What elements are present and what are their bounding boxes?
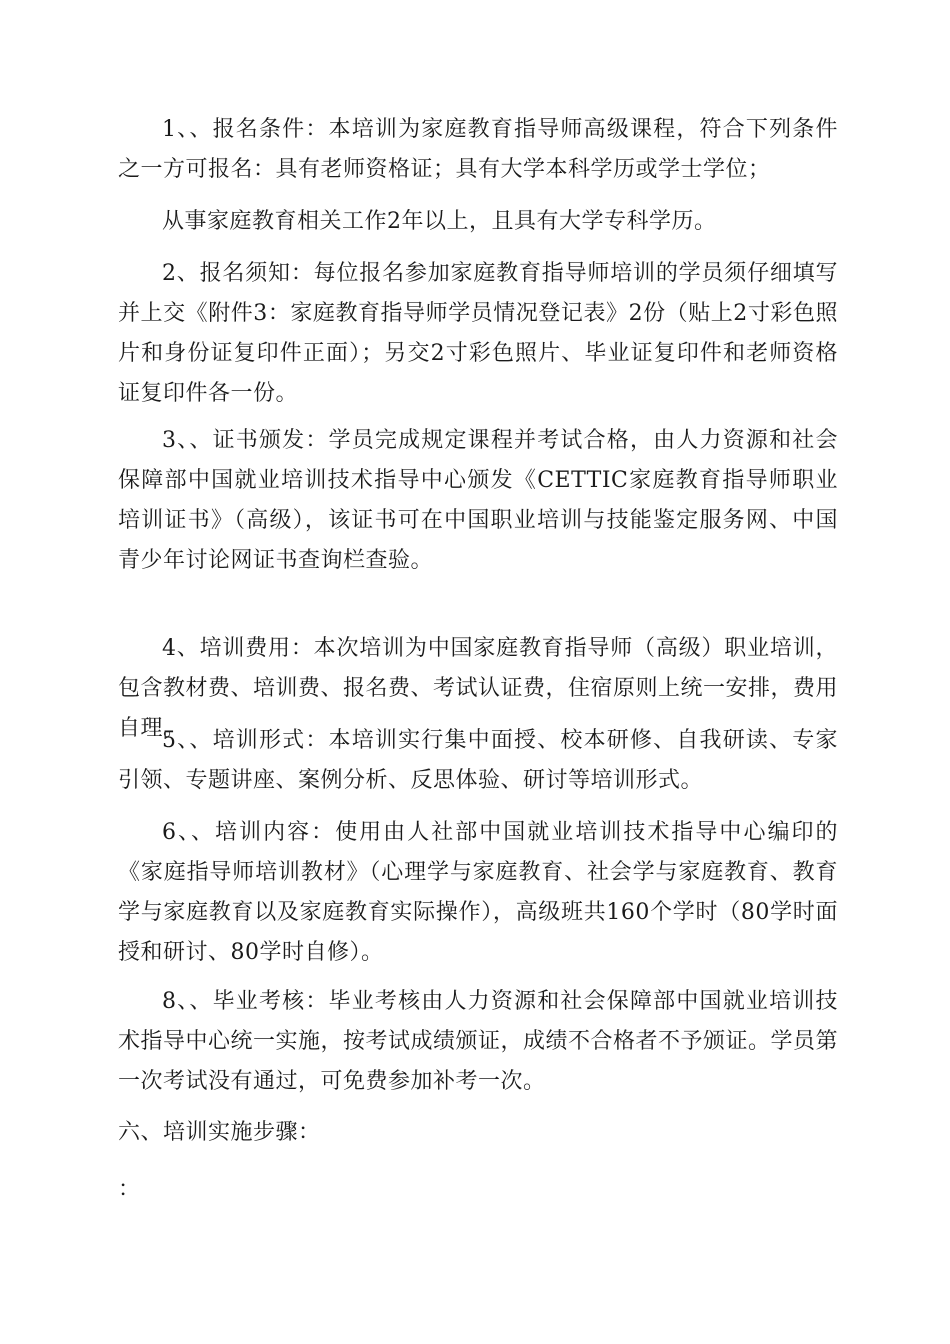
paragraph-training-fees: 4、培训费用：本次培训为中国家庭教育指导师（高级）职业培训，包含教材费、培训费、报名费、考试认证费，住宿原则上统一安排，费用自理。 xyxy=(118,636,839,741)
paragraph-colon: ： xyxy=(118,1177,141,1202)
paragraph-training-content: 6、、培训内容：使用由人社部中国就业培训技术指导中心编印的《家庭指导师培训教材》（心理学与家庭教育、社会学与家庭教育、教育学与家庭教育以及家庭教育实际操作），高级班共160个学时（80学时面授和研讨、80学时自修）。 xyxy=(118,820,838,965)
section-heading-implementation-steps: 六、培训实施步骤： xyxy=(118,1120,321,1145)
paragraph-work-experience: 从事家庭教育相关工作2年以上，且具有大学专科学历。 xyxy=(162,209,717,234)
paragraph-graduation-assessment: 8、、毕业考核：毕业考核由人力资源和社会保障部中国就业培训技术指导中心统一实施，按考试成绩颁证，成绩不合格者不予颁证。学员第一次考试没有通过，可免费参加补考一次。 xyxy=(118,989,839,1094)
paragraph-registration-conditions: 1、、报名条件：本培训为家庭教育指导师高级课程，符合下列条件之一方可报名：具有老师资格证；具有大学本科学历或学士学位； xyxy=(118,117,838,182)
paragraph-registration-notice: 2、报名须知：每位报名参加家庭教育指导师培训的学员须仔细填写并上交《附件3：家庭教育指导师学员情况登记表》2份（贴上2寸彩色照片和身份证复印件正面）；另交2寸彩色照片、毕业证复印件和老师资格证复印件各一份。 xyxy=(118,261,838,406)
paragraph-training-format: 5、、培训形式：本培训实行集中面授、校本研修、自我研读、专家引领、专题讲座、案例分析、反思体验、研讨等培训形式。 xyxy=(118,728,838,793)
paragraph-certificate-issuance: 3、、证书颁发：学员完成规定课程并考试合格，由人力资源和社会保障部中国就业培训技术指导中心颁发《CETTIC家庭教育指导师职业培训证书》（高级），该证书可在中国职业培训与技能鉴定服务网、中国青少年讨论网证书查询栏查验。 xyxy=(118,428,838,573)
